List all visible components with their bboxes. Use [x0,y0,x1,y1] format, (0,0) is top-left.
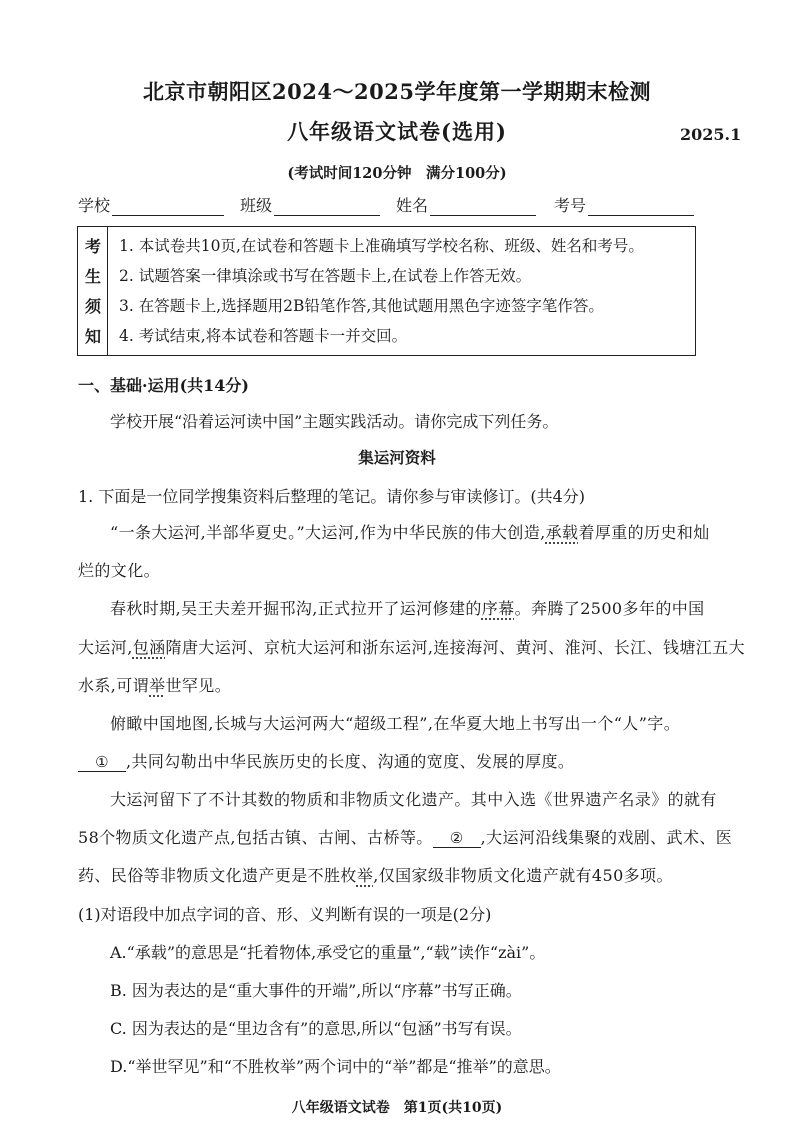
exam-notice-box [77,226,696,356]
passage-text: 春秋时期,吴王夫差开掘邗沟,正式拉开了运河修建的 [110,599,482,618]
passage-text: ,共同勾勒出中华民族历史的长度、沟通的宽度、发展的厚度。 [126,752,575,771]
passage-text: 水系,可谓 [78,676,150,695]
passage-text: ,仅国家级非物质文化遗产就有450多项。 [373,866,673,885]
answer-blank-2[interactable] [433,828,481,848]
passage-line: 大运河留下了不计其数的物质和非物质文化遗产。其中入选《世界遗产名录》的就有 [110,790,717,809]
dotted-word-text: 举 [149,676,166,695]
number-label: 考号 [554,196,587,215]
option-d[interactable]: D.“举世罕见”和“不胜枚举”两个词中的“举”都是“推举”的意思。 [110,1057,561,1076]
notice-side-char: 知 [84,327,101,346]
blank-number: ① [95,753,109,771]
exam-time-info: (考试时间120分钟 满分100分) [287,165,507,182]
answer-blank-1[interactable] [78,752,126,772]
notice-item: 1. 本试卷共10页,在试卷和答题卡上准确填写学校名称、班级、姓名和考号。 [119,237,644,255]
passage-text: “一条大运河,半部华夏史。”大运河,作为中华民族的伟大创造, [110,523,546,542]
passage-text: 世罕见。 [165,676,232,695]
passage-line: 俯瞰中国地图,长城与大运河两大“超级工程”,在华夏大地上书写出一个“人”字。 [110,714,681,733]
notice-side-char: 须 [84,297,101,316]
passage-line [78,673,718,696]
name-blank-line[interactable] [430,198,536,216]
class-field[interactable] [240,193,380,216]
passage-text: 大运河, [78,638,133,657]
exam-title: 北京市朝阳区2024～2025学年度第一学期期末检测 [143,79,651,104]
notice-item: 2. 试题答案一律填涂或书写在答题卡上,在试卷上作答无效。 [119,267,532,285]
exam-date: 2025.1 [680,125,742,144]
class-label: 班级 [240,196,273,215]
sub-question: (1)对语段中加点字词的音、形、义判断有误的一项是(2分) [78,905,492,924]
passage-text: 药、民俗等非物质文化遗产更是不胜枚 [78,866,357,885]
passage-line [78,635,745,658]
section-heading: 一、基础·运用(共14分) [78,376,249,395]
dotted-word-text: 包涵 [132,638,166,657]
passage-text: 58个物质文化遗产点,包括古镇、古闸、古桥等。 [78,828,433,847]
dotted-word-text: 承载 [545,523,579,542]
school-blank-line[interactable] [112,198,224,216]
passage-text: ,大运河沿线集聚的戏剧、武术、医 [480,828,733,847]
school-label: 学校 [78,196,111,215]
number-field[interactable] [554,193,694,216]
blank-number: ② [449,829,464,847]
name-field[interactable] [396,193,536,216]
option-a[interactable]: A.“承载”的意思是“托着物体,承受它的重量”,“载”读作“zài”。 [110,943,546,962]
notice-side-char: 考 [84,237,101,256]
school-field[interactable] [78,193,224,216]
name-label: 姓名 [396,196,429,215]
option-b[interactable]: B. 因为表达的是“重大事件的开端”,所以“序幕”书写正确。 [110,981,522,1000]
dotted-word-text: 序幕 [481,599,515,618]
notice-item: 3. 在答题卡上,选择题用2B铅笔作答,其他试题用黑色字迹签字笔作答。 [119,297,604,315]
dotted-word-text: 举 [356,866,374,885]
material-subheading: 集运河资料 [358,448,436,467]
passage-text: 。奔腾了2500多年的中国 [514,599,705,618]
notice-item: 4. 考试结束,将本试卷和答题卡一并交回。 [119,327,408,345]
passage-text: 隋唐大运河、京杭大运河和浙东运河,连接海河、黄河、淮河、长江、钱塘江五大 [165,638,745,657]
notice-side-char: 生 [84,267,101,286]
class-blank-line[interactable] [274,198,380,216]
passage-line [110,520,750,543]
option-c[interactable]: C. 因为表达的是“里边含有”的意思,所以“包涵”书写有误。 [110,1019,522,1038]
passage-line [78,825,733,848]
passage-line: 烂的文化。 [78,561,161,580]
question-1: 1. 下面是一位同学搜集资料后整理的笔记。请你参与审读修订。(共4分) [78,487,586,506]
passage-line [78,863,718,886]
page-footer: 八年级语文试卷 第1页(共10页) [291,1100,503,1116]
number-blank-line[interactable] [588,198,694,216]
dotted-word [546,523,579,542]
exam-subtitle: 八年级语文试卷(选用) [287,119,507,144]
section-intro: 学校开展“沿着运河读中国”主题实践活动。请你完成下列任务。 [110,412,559,431]
passage-text: 着厚重的历史和灿 [578,523,710,542]
passage-line [78,749,718,772]
notice-side-label [78,227,108,355]
passage-line [110,596,750,619]
